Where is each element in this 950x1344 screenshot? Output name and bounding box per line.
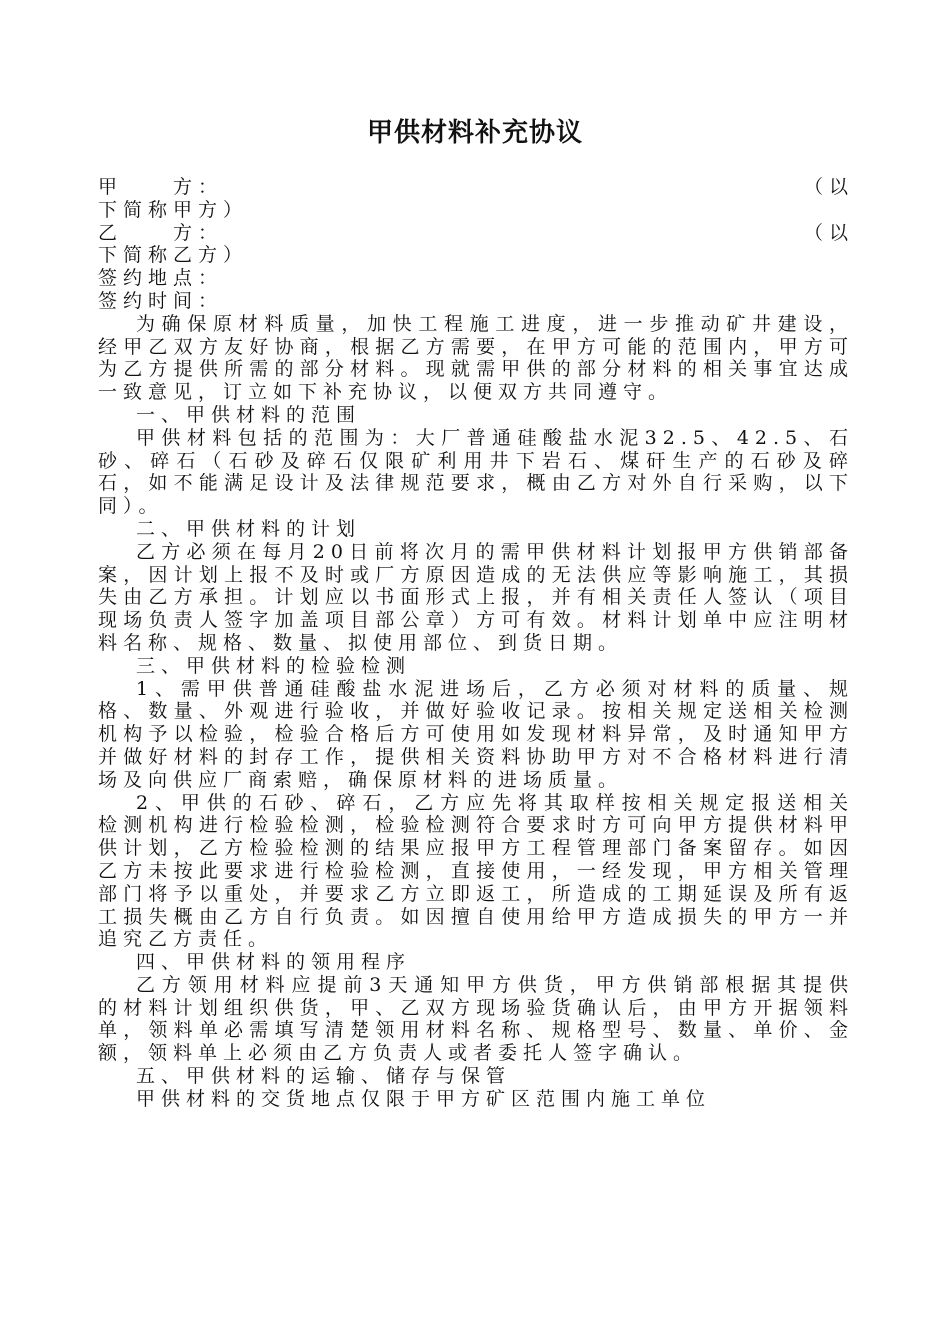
party-b-suffix: 下简称乙方）: [98, 244, 249, 267]
party-b-suffix-open: （以: [803, 221, 854, 244]
section-4-heading: 四、甲供材料的领用程序: [136, 951, 412, 974]
section-3-heading: 三、甲供材料的检验检测: [136, 654, 412, 677]
intro-paragraph: 为确保原材料质量，加快工程施工进度，进一步推动矿井建设，经甲乙双方友好协商，根据乙方需要，在甲方可能的范围内，甲方可为乙方提供所需的部分材料。现就需甲供的部分材料的相关事宜达成一致意见，订立如下补充协议，以便双方共同遵守。: [98, 312, 854, 404]
document-title: 甲供材料补充协议: [366, 118, 583, 148]
section-4-paragraph: 乙方领用材料应提前3天通知甲方供货，甲方供销部根据其提供的材料计划组织供货，甲、乙双方现场验货确认后，由甲方开据领料单，领料单必需填写清楚领用材料名称、规格型号、数量、单价、金额，领料单上必须由乙方负责人或者委托人签字确认。: [98, 973, 854, 1065]
sign-place: 签约地点：: [98, 267, 224, 290]
section-5-heading: 五、甲供材料的运输、储存与保管: [136, 1065, 512, 1088]
document-body: [98, 176, 854, 1111]
party-a-line: [98, 176, 854, 199]
sign-time: 签约时间：: [98, 289, 224, 312]
section-1-heading: 一、甲供材料的范围: [136, 403, 362, 426]
party-a-label: 甲 方：: [98, 176, 224, 198]
party-b-label: 乙 方：: [98, 221, 224, 244]
section-2-heading: 二、甲供材料的计划: [136, 517, 362, 540]
section-2-paragraph: 乙方必须在每月20日前将次月的需甲供材料计划报甲方供销部备案，因计划上报不及时或厂方原因造成的无法供应等影响施工，其损失由乙方承担。计划应以书面形式上报，并有相关责任人签认（项目现场负责人签字加盖项目部公章）方可有效。材料计划单中应注明材料名称、规格、数量、拟使用部位、到货日期。: [98, 540, 854, 654]
section-3-item-2: 2、甲供的石砂、碎石，乙方应先将其取样按相关规定报送相关检测机构进行检验检测，检验检测符合要求时方可向甲方提供材料甲供计划，乙方检验检测的结果应报甲方工程管理部门备案留存。如因乙方未按此要求进行检验检测，直接使用，一经发现，甲方相关管理部门将予以重处，并要求乙方立即返工，所造成的工期延误及所有返工损失概由乙方自行负责。如因擅自使用给甲方造成损失的甲方一并追究乙方责任。: [98, 791, 854, 951]
party-b-line: [98, 222, 854, 245]
section-3-item-1: 1、需甲供普通硅酸盐水泥进场后，乙方必须对材料的质量、规格、数量、外观进行验收，并做好验收记录。按相关规定送相关检测机构予以检验，检验合格后方可使用如发现材料异常，及时通知甲方并做好材料的封存工作，提供相关资料协助甲方对不合格材料进行清场及向供应厂商索赔，确保原材料的进场质量。: [98, 677, 854, 791]
section-5-paragraph: 甲供材料的交货地点仅限于甲方矿区范围内施工单位: [136, 1087, 712, 1110]
party-a-suffix-open: （以: [803, 176, 854, 198]
section-1-paragraph: 甲供材料包括的范围为：大厂普通硅酸盐水泥32.5、42.5、石砂、碎石（石砂及碎石仅限矿利用井下岩石、煤矸生产的石砂及碎石，如不能满足设计及法律规范要求，概由乙方对外自行采购，以下同）。: [98, 426, 854, 518]
party-a-suffix: 下简称甲方）: [98, 198, 249, 221]
